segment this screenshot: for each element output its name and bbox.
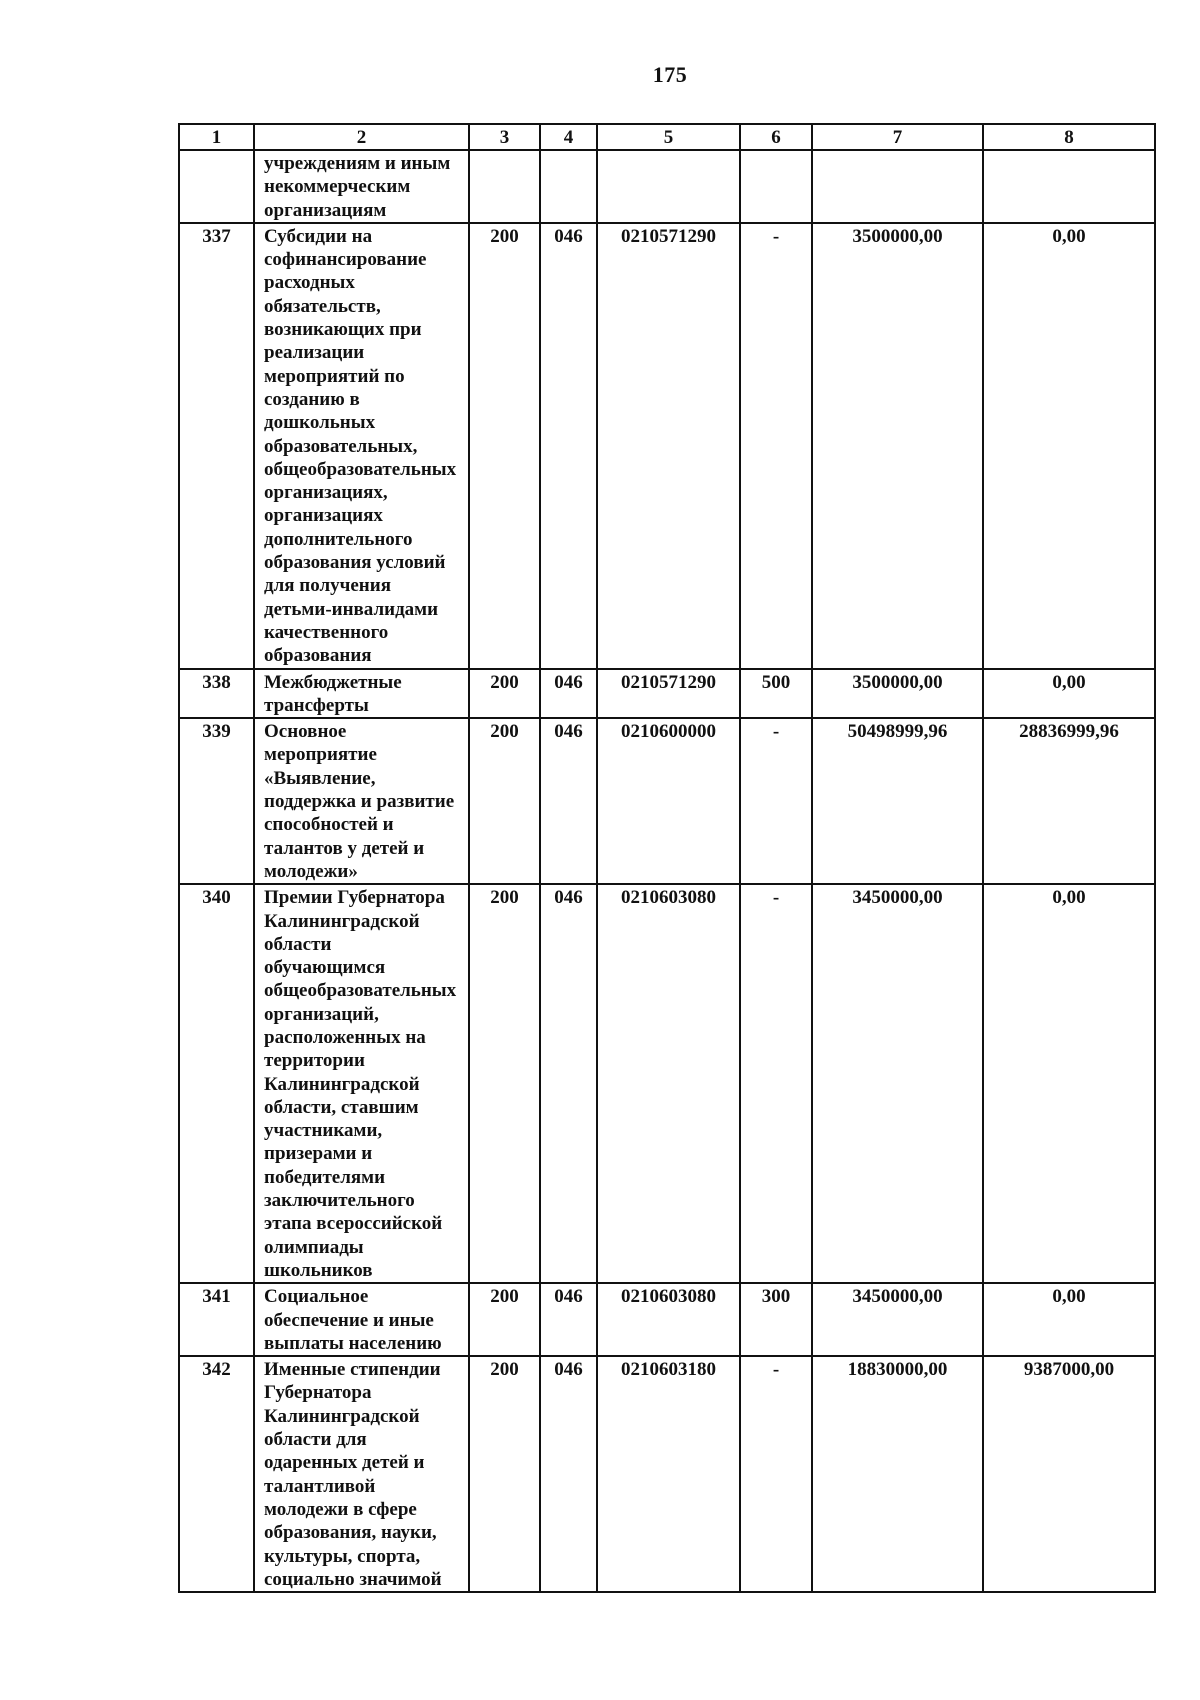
table-row <box>179 1283 1155 1356</box>
column-5-cell <box>597 150 740 223</box>
column-7-cell <box>812 718 983 884</box>
column-5-cell-text: 0210571290 <box>621 225 716 247</box>
column-8-cell <box>983 718 1155 884</box>
column-5-cell <box>597 223 740 669</box>
column-4-cell <box>540 669 597 719</box>
column-8-cell-text: 0,00 <box>1052 1286 1086 1308</box>
column-3-cell <box>469 884 540 1283</box>
column-5-cell <box>597 1283 740 1356</box>
row-name-cell-text: Субсидии на софинансирование расходных обязательств, возникающих при реализации мероприятий по созданию в дошкольных образовательных, общеобразовательных организациях, организациях дополнительного образования условий для получения детьми-инвалидами качественного образования <box>264 225 457 667</box>
column-6-cell-text: - <box>772 721 780 743</box>
column-6-cell-text: - <box>772 1359 780 1381</box>
column-5-cell <box>597 884 740 1283</box>
column-6-cell-text: - <box>772 887 780 909</box>
column-header: 1 <box>179 124 254 150</box>
column-5-cell-text: 0210571290 <box>621 671 716 693</box>
column-7-cell-text: 3500000,00 <box>852 671 943 693</box>
column-6-cell-text: 500 <box>761 671 791 693</box>
column-header: 4 <box>540 124 597 150</box>
column-6-cell <box>740 669 812 719</box>
column-8-cell-text: 28836999,96 <box>1019 721 1119 743</box>
column-7-cell <box>812 1356 983 1592</box>
column-4-cell <box>540 718 597 884</box>
column-7-cell <box>812 884 983 1283</box>
row-name-cell-text: Межбюджетные трансферты <box>264 671 402 716</box>
column-3-cell <box>469 150 540 223</box>
column-4-cell <box>540 150 597 223</box>
column-5-cell-text: 0210603080 <box>621 1286 716 1308</box>
column-6-cell <box>740 1356 812 1592</box>
table-row <box>179 884 1155 1283</box>
column-3-cell-text: 200 <box>490 721 519 743</box>
column-4-cell-text: 046 <box>554 225 583 247</box>
table-row <box>179 150 1155 223</box>
column-3-cell <box>469 223 540 669</box>
row-number-cell <box>179 718 254 884</box>
column-3-cell-text: 200 <box>490 225 519 247</box>
column-8-cell-text: 0,00 <box>1052 671 1086 693</box>
row-number-cell <box>179 150 254 223</box>
budget-table <box>178 123 1156 1593</box>
column-5-cell-text: 0210603180 <box>621 1359 716 1381</box>
column-4-cell <box>540 1283 597 1356</box>
row-name-cell <box>254 718 469 884</box>
row-name-cell <box>254 669 469 719</box>
column-4-cell-text: 046 <box>554 721 583 743</box>
column-5-cell <box>597 669 740 719</box>
column-3-cell-text: 200 <box>490 887 519 909</box>
column-7-cell <box>812 223 983 669</box>
row-name-cell-text: Социальное обеспечение и иные выплаты населению <box>264 1286 442 1354</box>
table-row <box>179 718 1155 884</box>
row-number-cell <box>179 884 254 1283</box>
row-name-cell <box>254 1356 469 1592</box>
table-body <box>179 124 1155 1592</box>
column-4-cell <box>540 223 597 669</box>
column-6-cell <box>740 718 812 884</box>
row-name-cell <box>254 150 469 223</box>
column-5-cell-text: 0210600000 <box>621 721 716 743</box>
row-name-cell <box>254 884 469 1283</box>
column-4-cell-text: 046 <box>554 1286 583 1308</box>
row-number-cell-text: 340 <box>202 887 231 909</box>
column-8-cell <box>983 669 1155 719</box>
column-header: 3 <box>469 124 540 150</box>
column-4-cell <box>540 1356 597 1592</box>
column-8-cell <box>983 223 1155 669</box>
column-header: 2 <box>254 124 469 150</box>
row-number-cell-text: 341 <box>202 1286 231 1308</box>
row-number-cell-text: 338 <box>202 671 231 693</box>
column-4-cell-text: 046 <box>554 671 583 693</box>
column-7-cell <box>812 150 983 223</box>
column-6-cell <box>740 223 812 669</box>
column-7-cell-text: 50498999,96 <box>847 721 948 743</box>
column-3-cell <box>469 718 540 884</box>
column-5-cell <box>597 1356 740 1592</box>
row-number-cell <box>179 223 254 669</box>
row-number-cell <box>179 1356 254 1592</box>
column-6-cell <box>740 884 812 1283</box>
column-6-cell <box>740 1283 812 1356</box>
column-3-cell <box>469 1283 540 1356</box>
column-3-cell <box>469 669 540 719</box>
column-7-cell-text: 3450000,00 <box>852 887 943 909</box>
row-name-cell-text: Именные стипендии Губернатора Калининградской области для одаренных детей и талантливой молодежи в сфере образования, науки, культуры, спорта, социально значимой <box>264 1359 442 1590</box>
column-4-cell <box>540 884 597 1283</box>
column-8-cell <box>983 884 1155 1283</box>
row-name-cell-text: Основное мероприятие «Выявление, поддержка и развитие способностей и талантов у детей и молодежи» <box>264 721 455 882</box>
column-3-cell-text: 200 <box>490 1359 519 1381</box>
column-6-cell-text: 300 <box>761 1286 791 1308</box>
row-number-cell <box>179 669 254 719</box>
table-row <box>179 223 1155 669</box>
column-3-cell <box>469 1356 540 1592</box>
row-number-cell <box>179 1283 254 1356</box>
row-name-cell <box>254 1283 469 1356</box>
column-8-cell-text: 9387000,00 <box>1023 1359 1115 1381</box>
column-7-cell <box>812 1283 983 1356</box>
column-3-cell-text: 200 <box>490 671 519 693</box>
table-row <box>179 669 1155 719</box>
column-6-cell-text: - <box>772 225 780 247</box>
column-3-cell-text: 200 <box>490 1286 519 1308</box>
table-row <box>179 1356 1155 1592</box>
column-6-cell <box>740 150 812 223</box>
row-name-cell <box>254 223 469 669</box>
column-4-cell-text: 046 <box>554 887 583 909</box>
column-8-cell-text: 0,00 <box>1052 887 1086 909</box>
row-number-cell-text: 342 <box>202 1359 231 1381</box>
column-4-cell-text: 046 <box>554 1359 583 1381</box>
column-8-cell <box>983 150 1155 223</box>
column-8-cell <box>983 1283 1155 1356</box>
column-8-cell <box>983 1356 1155 1592</box>
row-name-cell-text: учреждениям и иным некоммерческим организациям <box>264 153 451 221</box>
column-5-cell-text: 0210603080 <box>621 887 716 909</box>
column-header: 8 <box>983 124 1155 150</box>
row-name-cell-text: Премии Губернатора Калининградской области обучающимся общеобразовательных организаций, расположенных на территории Калининградской области, ставшим участниками, призерами и победителями заключительного этапа всероссийской олимпиады школьников <box>264 887 457 1281</box>
column-7-cell <box>812 669 983 719</box>
column-7-cell-text: 3450000,00 <box>852 1286 943 1308</box>
row-number-cell-text: 339 <box>202 721 231 743</box>
header-row <box>179 124 1155 150</box>
column-8-cell-text: 0,00 <box>1052 225 1086 247</box>
column-header: 7 <box>812 124 983 150</box>
page-number: 175 <box>652 62 688 87</box>
column-7-cell-text: 3500000,00 <box>852 225 943 247</box>
column-5-cell <box>597 718 740 884</box>
column-7-cell-text: 18830000,00 <box>847 1359 948 1381</box>
row-number-cell-text: 337 <box>202 225 231 247</box>
column-header: 5 <box>597 124 740 150</box>
column-header: 6 <box>740 124 812 150</box>
